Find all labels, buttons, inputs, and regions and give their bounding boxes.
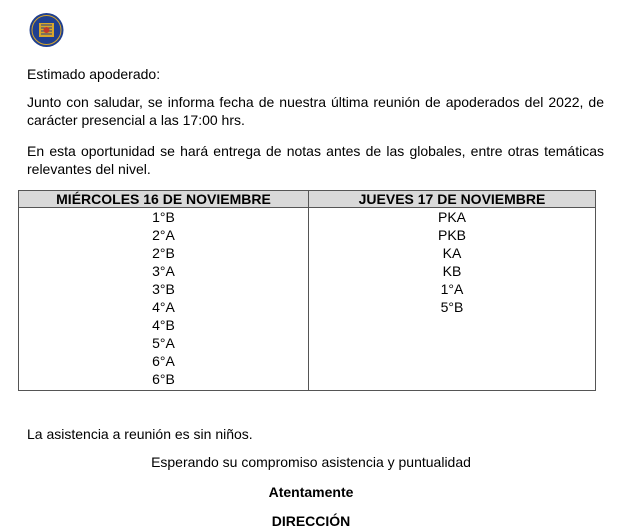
course-entry: 2°A	[152, 227, 175, 243]
sign-off: Atentamente	[268, 484, 354, 500]
course-entry: 1°A	[440, 281, 464, 297]
wednesday-header: MIÉRCOLES 16 DE NOVIEMBRE	[19, 191, 309, 208]
greeting: Estimado apoderado:	[27, 66, 161, 82]
course-entry: 3°B	[152, 281, 175, 297]
schedule-table	[18, 190, 596, 391]
wednesday-column	[19, 208, 309, 391]
course-entry: 2°B	[152, 245, 175, 261]
thursday-column	[309, 208, 596, 391]
course-entry: PKB	[437, 227, 466, 243]
course-entry: 3°A	[152, 263, 175, 279]
course-entry: 4°B	[152, 317, 175, 333]
thursday-header: JUEVES 17 DE NOVIEMBRE	[309, 191, 596, 208]
course-entry: 5°B	[440, 299, 464, 315]
course-entry: 6°B	[152, 371, 175, 387]
course-entry: 1°B	[152, 209, 175, 225]
course-entry: 6°A	[152, 353, 175, 369]
attendance-note: La asistencia a reunión es sin niños.	[27, 426, 253, 442]
course-entry: PKA	[437, 209, 466, 225]
course-entry: KB	[442, 263, 462, 279]
course-entry: 5°A	[152, 335, 175, 351]
signature: DIRECCIÓN	[271, 513, 351, 529]
closing-line: Esperando su compromiso asistencia y puntualidad	[151, 454, 471, 470]
paragraph-intro: Junto con saludar, se informa fecha de nuestra última reunión de apoderados del 2022, de carácter presencial a las 17:00 hrs.	[27, 94, 604, 128]
course-entry: KA	[442, 245, 462, 261]
paragraph-details: En esta oportunidad se hará entrega de notas antes de las globales, entre otras temáticas relevantes del nivel.	[27, 143, 604, 177]
course-entry: 4°A	[152, 299, 175, 315]
school-crest-icon	[27, 12, 66, 48]
